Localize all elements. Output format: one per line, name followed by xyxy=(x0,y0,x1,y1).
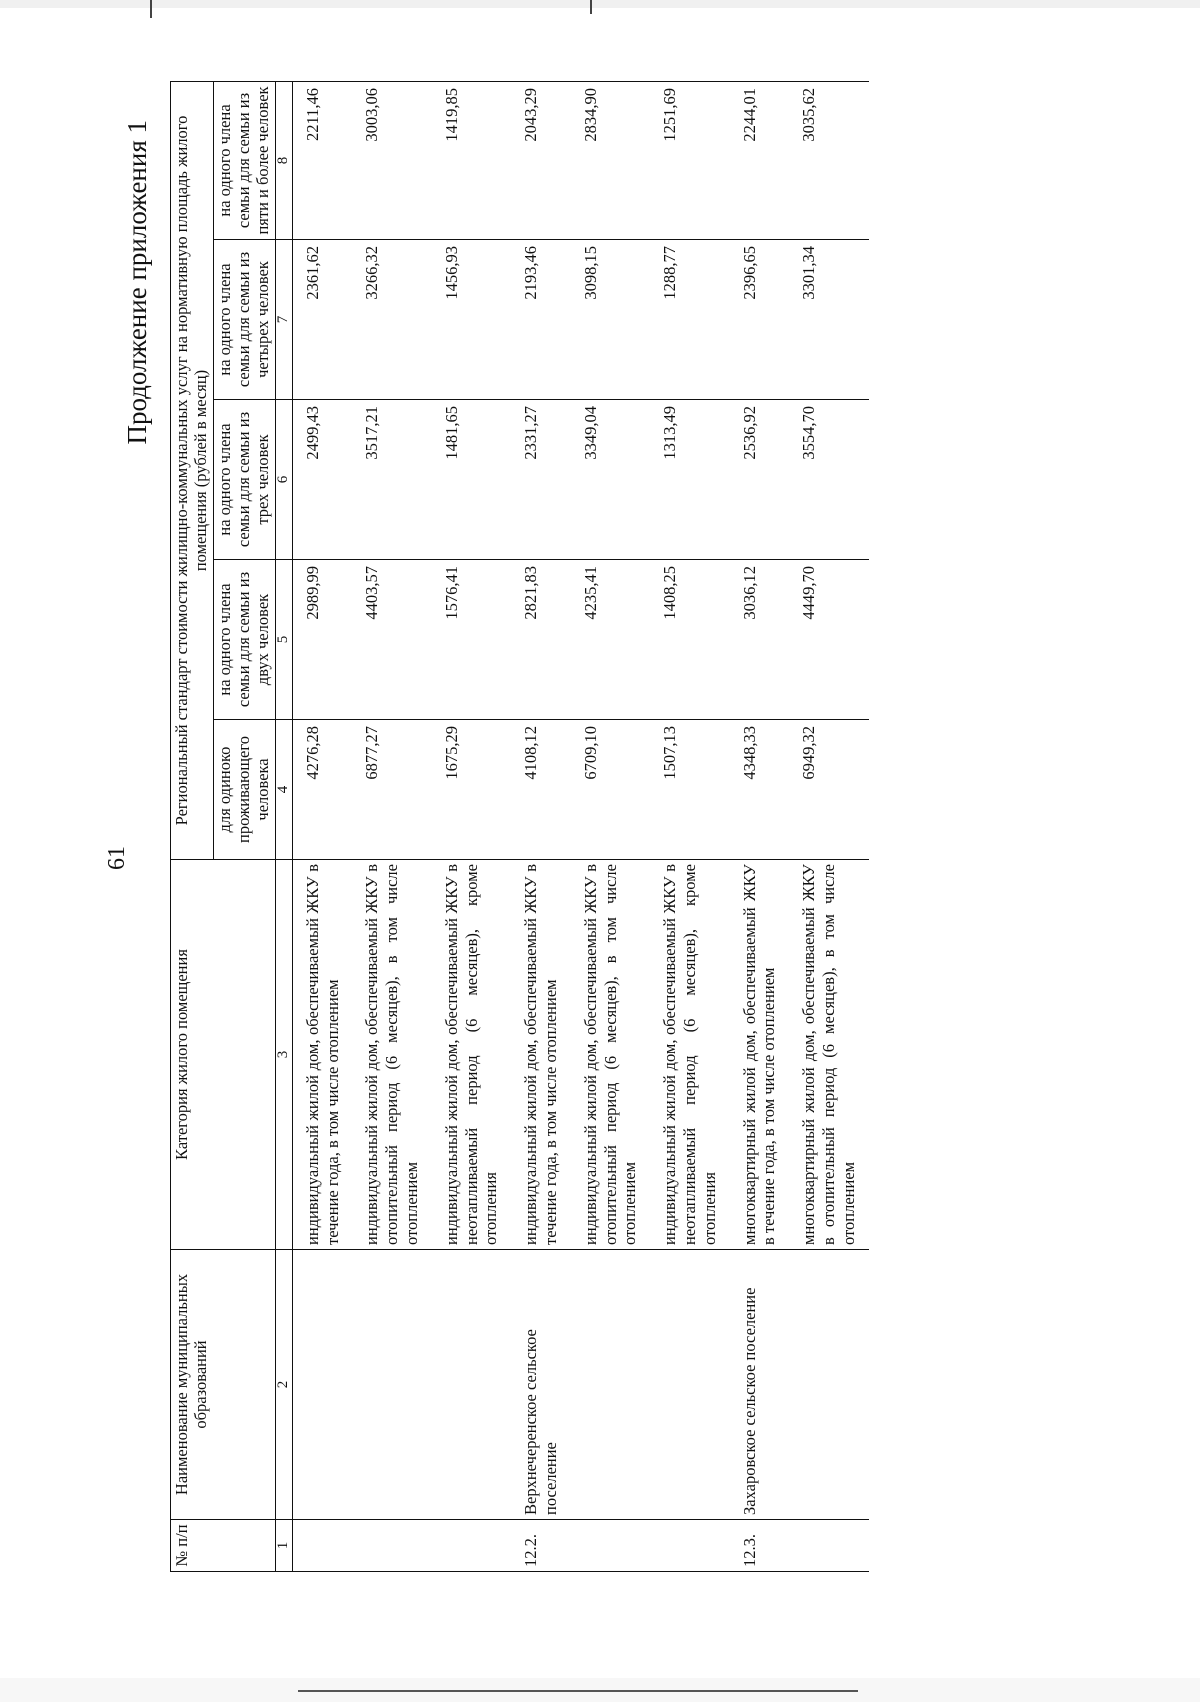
value-five-plus: 2834,90 xyxy=(571,81,650,239)
row-index xyxy=(571,1520,650,1572)
value-two: 1408,25 xyxy=(650,560,729,720)
value-two: 2989,99 xyxy=(292,560,352,720)
col-number: 8 xyxy=(275,81,292,239)
municipality-name xyxy=(292,1250,352,1520)
value-four: 1456,93 xyxy=(432,240,511,400)
tariff-table xyxy=(170,81,869,1572)
housing-category: индивидуальный жилой дом, обеспечиваемый ЖКУ в неотапливаемый период (6 месяцев), кроме отопления xyxy=(650,860,729,1250)
housing-category: индивидуальный жилой дом, обеспечиваемый ЖКУ в течение года, в том числе отоплением xyxy=(292,860,352,1250)
value-two: 4403,57 xyxy=(352,560,431,720)
municipality-name xyxy=(432,1250,511,1520)
value-five-plus: 3003,06 xyxy=(352,81,431,239)
value-three: 2536,92 xyxy=(730,400,790,560)
value-four: 3301,34 xyxy=(789,240,868,400)
housing-category: многоквартирный жилой дом, обеспечиваемый ЖКУ в отопительный период (6 месяцев), в том числе отоплением xyxy=(789,860,868,1250)
table-row xyxy=(730,81,790,1571)
value-five-plus: 2211,46 xyxy=(292,81,352,239)
col-number: 3 xyxy=(275,860,292,1250)
value-five-plus: 1251,69 xyxy=(650,81,729,239)
row-index xyxy=(352,1520,431,1572)
value-two: 3036,12 xyxy=(730,560,790,720)
continuation-label: Продолжение приложения 1 xyxy=(122,120,152,445)
col-number: 7 xyxy=(275,240,292,400)
header-col-7: на одного члена семьи для семьи из четырех человек xyxy=(213,240,275,400)
municipality-name xyxy=(571,1250,650,1520)
value-single: 1675,29 xyxy=(432,720,511,860)
row-index: 12.3. xyxy=(730,1520,790,1572)
table-row xyxy=(650,81,729,1571)
table-row xyxy=(352,81,431,1571)
row-index xyxy=(650,1520,729,1572)
housing-category: индивидуальный жилой дом, обеспечиваемый ЖКУ в отопительный период (6 месяцев), в том числе отоплением xyxy=(571,860,650,1250)
value-two: 4235,41 xyxy=(571,560,650,720)
scan-mark xyxy=(298,1690,858,1692)
page-number: 61 xyxy=(104,846,130,870)
value-five-plus: 2244,01 xyxy=(730,81,790,239)
value-three: 3349,04 xyxy=(571,400,650,560)
value-five-plus: 2043,29 xyxy=(511,81,571,239)
housing-category: индивидуальный жилой дом, обеспечиваемый ЖКУ в неотапливаемый период (6 месяцев), кроме отопления xyxy=(432,860,511,1250)
col-number: 5 xyxy=(275,560,292,720)
value-single: 4108,12 xyxy=(511,720,571,860)
table-row xyxy=(789,81,868,1571)
value-three: 2499,43 xyxy=(292,400,352,560)
value-four: 2361,62 xyxy=(292,240,352,400)
value-single: 4276,28 xyxy=(292,720,352,860)
value-four: 2193,46 xyxy=(511,240,571,400)
housing-category: многоквартирный жилой дом, обеспечиваемый ЖКУ в течение года, в том числе отоплением xyxy=(730,860,790,1250)
value-two: 4449,70 xyxy=(789,560,868,720)
table-row xyxy=(571,81,650,1571)
value-three: 1313,49 xyxy=(650,400,729,560)
housing-category: индивидуальный жилой дом, обеспечиваемый ЖКУ в течение года, в том числе отоплением xyxy=(511,860,571,1250)
value-three: 3554,70 xyxy=(789,400,868,560)
value-three: 3517,21 xyxy=(352,400,431,560)
header-group: Региональный стандарт стоимости жилищно-коммунальных услуг на нормативную площадь жилого помещения (рублей в месяц) xyxy=(171,81,214,859)
header-col-8: на одного члена семьи для семьи из пяти и более человек xyxy=(213,81,275,239)
municipality-name xyxy=(352,1250,431,1520)
municipality-name: Захаровское сельское поселение xyxy=(730,1250,790,1520)
table-row xyxy=(511,81,571,1571)
header-col-6: на одного члена семьи для семьи из трех человек xyxy=(213,400,275,560)
header-col-4: для одиноко проживающего человека xyxy=(213,720,275,860)
value-four: 3098,15 xyxy=(571,240,650,400)
header-col-3: Категория жилого помещения xyxy=(171,860,276,1250)
row-index xyxy=(432,1520,511,1572)
col-number: 6 xyxy=(275,400,292,560)
row-index xyxy=(292,1520,352,1572)
value-three: 1481,65 xyxy=(432,400,511,560)
value-four: 1288,77 xyxy=(650,240,729,400)
value-single: 6949,32 xyxy=(789,720,868,860)
header-col-1: № п/п xyxy=(171,1520,276,1572)
value-two: 2821,83 xyxy=(511,560,571,720)
municipality-name: Верхнечеренское сельское поселение xyxy=(511,1250,571,1520)
value-four: 2396,65 xyxy=(730,240,790,400)
row-index xyxy=(789,1520,868,1572)
value-single: 6877,27 xyxy=(352,720,431,860)
value-two: 1576,41 xyxy=(432,560,511,720)
row-index: 12.2. xyxy=(511,1520,571,1572)
col-number: 4 xyxy=(275,720,292,860)
value-three: 2331,27 xyxy=(511,400,571,560)
value-five-plus: 3035,62 xyxy=(789,81,868,239)
col-number: 2 xyxy=(275,1250,292,1520)
table-row xyxy=(292,81,352,1571)
housing-category: индивидуальный жилой дом, обеспечиваемый ЖКУ в отопительный период (6 месяцев), в том числе отоплением xyxy=(352,860,431,1250)
table-row xyxy=(432,81,511,1571)
col-number: 1 xyxy=(275,1520,292,1572)
value-four: 3266,32 xyxy=(352,240,431,400)
value-single: 4348,33 xyxy=(730,720,790,860)
value-single: 6709,10 xyxy=(571,720,650,860)
municipality-name xyxy=(650,1250,729,1520)
municipality-name xyxy=(789,1250,868,1520)
header-col-2: Наименование муниципальных образований xyxy=(171,1250,276,1520)
value-five-plus: 1419,85 xyxy=(432,81,511,239)
header-col-5: на одного члена семьи для семьи из двух человек xyxy=(213,560,275,720)
value-single: 1507,13 xyxy=(650,720,729,860)
